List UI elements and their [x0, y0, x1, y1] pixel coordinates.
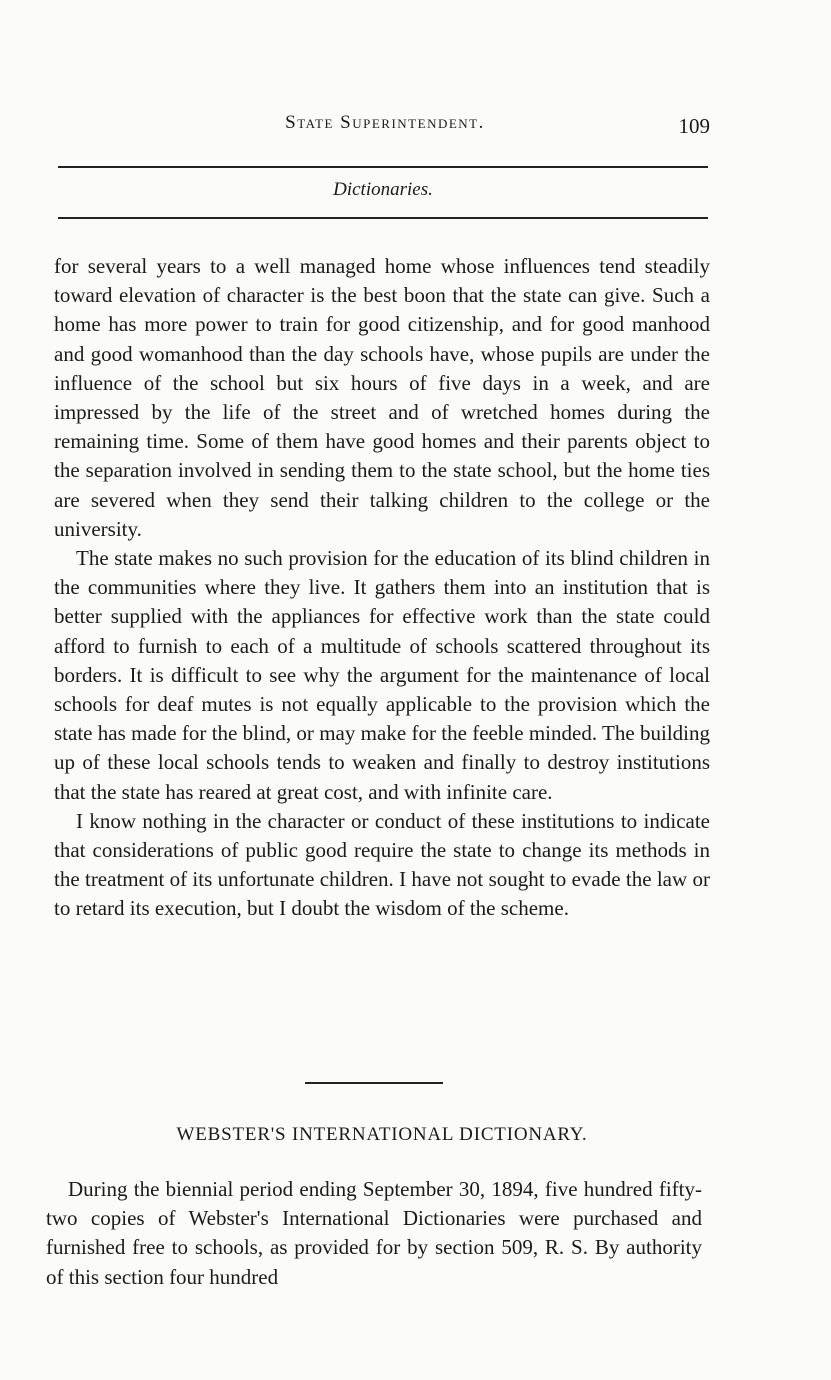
running-title: State Superintendent. [285, 112, 485, 133]
paragraph: I know nothing in the character or conduct of these institutions to indicate that considerations of public good require the state to change its methods in the treatment of its unfortunate children. I have not sought to evade the law or to retard its execution, but I doubt the wisdom of the scheme. [54, 808, 710, 921]
section-divider [305, 1082, 443, 1084]
section-heading: Dictionaries. [333, 179, 433, 200]
body-text [54, 252, 710, 924]
header-rule-top [58, 166, 708, 168]
running-head [60, 112, 710, 138]
article-title: WEBSTER'S INTERNATIONAL DICTIONARY. [176, 1124, 588, 1145]
header-rule-bottom [58, 217, 708, 219]
paragraph: The state makes no such provision for the education of its blind children in the communities where they live. It gathers them into an institution that is better supplied with the appliances for effective work than the state could afford to furnish to each of a multitude of schools scattered throughout its borders. It is difficult to see why the argument for the maintenance of local schools for deaf mutes is not equally applicable to the provision which the state has made for the blind, or may make for the feeble minded. The building up of these local schools tends to weaken and finally to destroy institutions that the state has reared at great cost, and with infinite care. [54, 546, 710, 804]
paragraph: During the biennial period ending September 30, 1894, five hundred fifty-two copies of Webster's International Dictionaries were purchased and furnished free to schools, as provided for by section 509, R. S. By authority of this section four hundred [46, 1177, 702, 1289]
article-text [46, 1175, 702, 1292]
paragraph: for several years to a well managed home whose influences tend steadily toward elevation of character is the best boon that the state can give. Such a home has more power to train for good citizenship, and for good manhood and good womanhood than the day schools have, whose pupils are under the influence of the school but six hours of five days in a week, and are impressed by the life of the street and of wretched homes during the remaining time. Some of them have good homes and their parents object to the separation involved in sending them to the state school, but the home ties are severed when they send their talking children to the college or the university. [54, 254, 710, 541]
page-number: 109 [678, 114, 710, 138]
